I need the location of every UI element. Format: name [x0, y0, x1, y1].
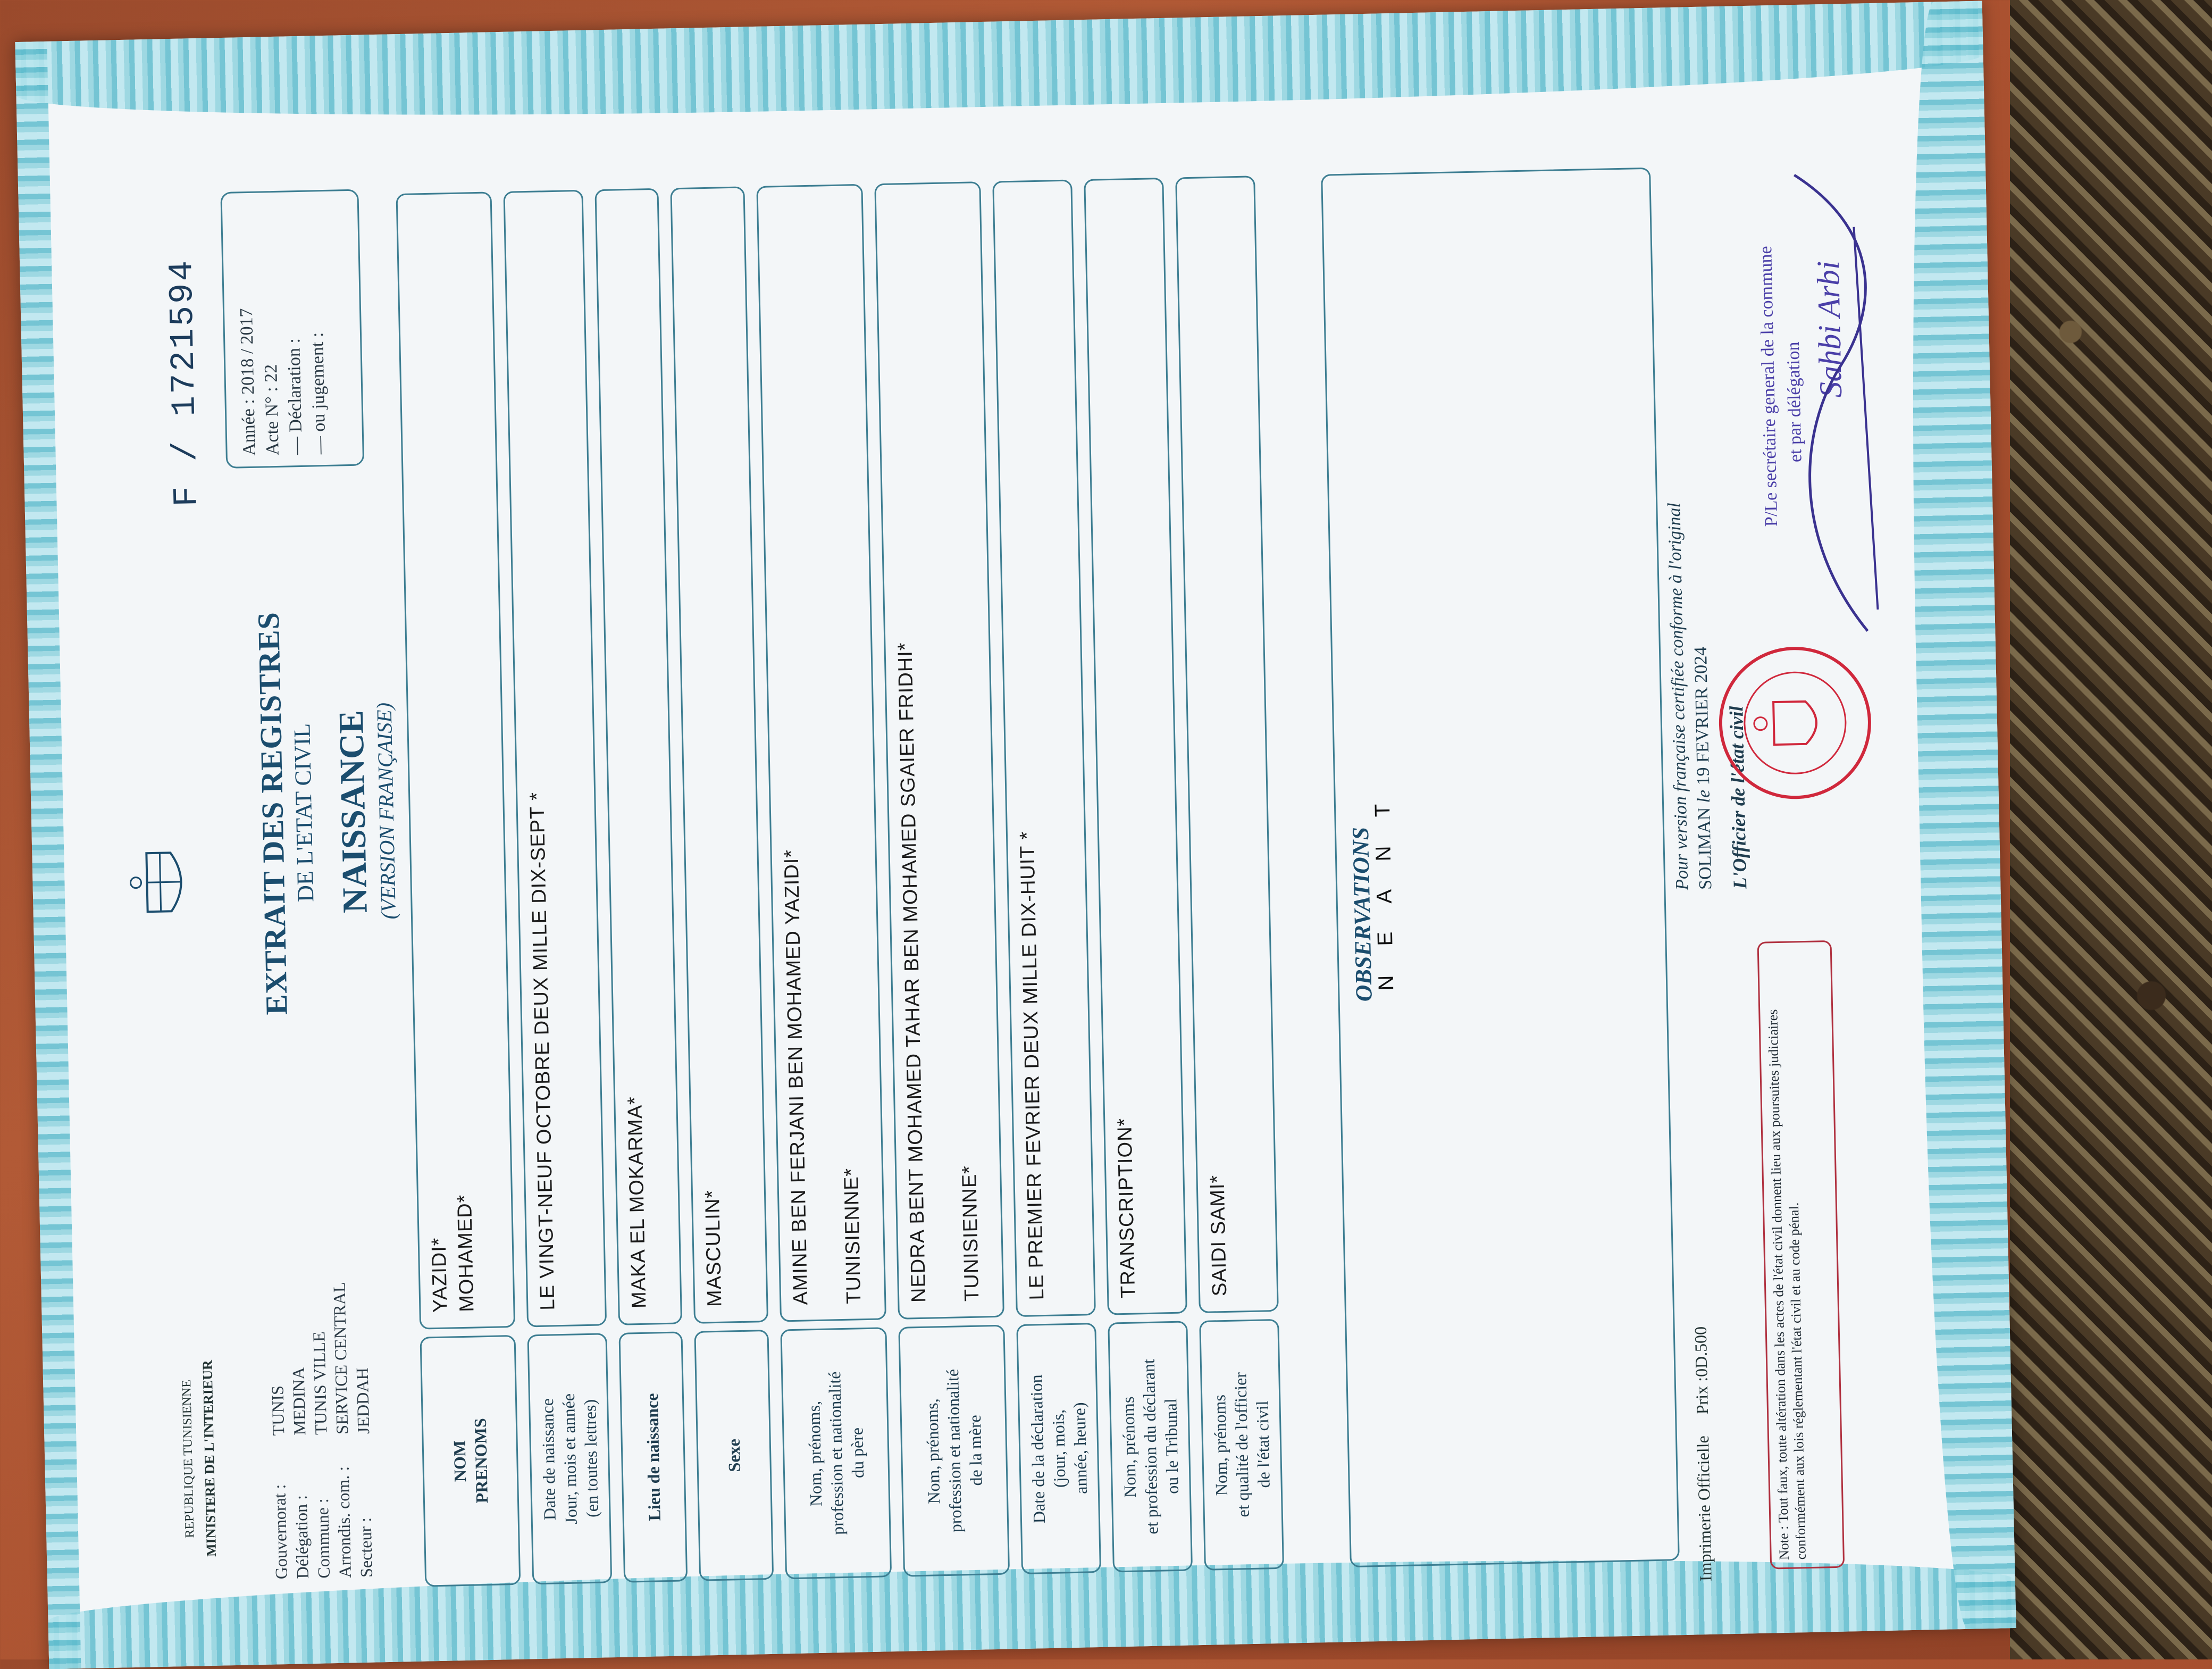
row-label-declarant: Nom, prénoms et profession du déclarant ou le Tribunal — [1108, 1321, 1193, 1572]
title-line2: DE L'ETAT CIVIL — [289, 723, 319, 903]
republic-label: REPUBLIQUE TUNISIENNE — [180, 1379, 197, 1538]
row-value-mother: NEDRA BENT MOHAMED TAHAR BEN MOHAMED SGAIER FRIDHI* TUNISIENNE* — [874, 181, 1004, 1320]
row-value-sex: MASCULIN* — [670, 186, 768, 1323]
printer-label: Imprimerie Officielle — [1692, 1435, 1715, 1582]
price-label: Prix :0D.500 — [1690, 1326, 1712, 1415]
table-row — [396, 191, 521, 1587]
row-value-officer: SAIDI SAMI* — [1175, 176, 1279, 1313]
certification-date: 19 FEVRIER 2024 — [1690, 646, 1714, 786]
certification-text: Pour version française certifiée conforme à l'original — [1664, 502, 1692, 891]
row-label-birth-place: Lieu de naissance — [618, 1331, 688, 1582]
document-title — [248, 491, 405, 1132]
admin-row: Secteur : JEDDAH — [352, 1367, 376, 1578]
row-value-birth-date: LE VINGT-NEUF OCTOBRE DEUX MILLE DIX-SEPT * — [503, 190, 607, 1328]
row-value-father: AMINE BEN FERJANI BEN MOHAMED YAZIDI* TUNISIENNE* — [756, 184, 886, 1322]
table-row — [1175, 176, 1284, 1571]
signatory-name: Sahbi Arbi — [1810, 260, 1849, 398]
row-label-declaration-date: Date de la déclaration (jour, mois, année, heure) — [1016, 1323, 1101, 1574]
official-stamp-icon — [1714, 641, 1876, 804]
signature-line2: et par délégation — [1783, 341, 1806, 463]
handwritten-signature-icon — [1773, 163, 1889, 644]
certification-block: Pour version française certifiée conforme à l'original SOLIMAN le 19 FEVRIER 2024 L'Officier de l'état civil — [1655, 144, 1752, 890]
admin-row: Délégation : MEDINA — [288, 1367, 312, 1579]
row-label-mother: Nom, prénoms, profession et nationalité de la mère — [898, 1325, 1010, 1577]
issuer-header — [175, 1347, 223, 1571]
table-row — [756, 184, 892, 1580]
row-label-father: Nom, prénoms, profession et nationalité du père — [780, 1327, 892, 1579]
row-value-name: YAZIDI* MOHAMED* — [396, 191, 515, 1329]
legal-note: Note : Tout faux, toute altération dans les actes de l'état civil donnent lieu aux poursuites judiciaires conformément aux lois réglementant l'état civil et au code pénal. — [1757, 940, 1845, 1570]
signature-line1: P/Le secrétaire general de la commune — [1756, 246, 1782, 527]
row-value-declarant: TRANSCRIPTION* — [1084, 178, 1187, 1315]
certificate-content — [82, 142, 1866, 1615]
birth-certificate-paper — [15, 1, 2016, 1669]
act-number-value: 22 — [261, 364, 281, 383]
row-label-officer: Nom, prénoms et qualité de l'officier de l'état civil — [1199, 1319, 1284, 1571]
title-naissance: NAISSANCE — [331, 710, 375, 914]
certification-place: SOLIMAN — [1694, 807, 1716, 890]
admin-row: Commune : TUNIS VILLE — [309, 1331, 333, 1579]
row-value-declaration-date: LE PREMIER FEVRIER DEUX MILLE DIX-HUIT * — [992, 180, 1096, 1317]
title-version: (VERSION FRANÇAISE) — [372, 702, 401, 920]
admin-row: Arrondis. com. : SERVICE CENTRAL — [329, 1282, 355, 1579]
footer — [1691, 1326, 1716, 1582]
table-row — [503, 190, 612, 1585]
title-line1: EXTRAIT DES REGISTRES — [250, 611, 294, 1015]
guilloche-border-left — [15, 41, 81, 1669]
guilloche-border-right — [1903, 1, 2016, 1630]
serial-number: F / 1721594 — [163, 258, 207, 507]
observations-box — [1321, 168, 1680, 1567]
guilloche-border-top — [15, 1, 1984, 127]
table-row — [874, 181, 1010, 1577]
admin-block — [264, 1281, 377, 1579]
ministry-label: MINISTERE DE L'INTERIEUR — [199, 1359, 220, 1557]
coat-of-arms-icon — [128, 841, 193, 922]
row-label-name: NOM PRENOMS — [420, 1335, 521, 1587]
row-value-birth-place: MAKA EL MOKARMA* — [594, 188, 682, 1325]
year-value: 2018 / 2017 — [236, 308, 258, 395]
observations-title: OBSERVATIONS — [1347, 827, 1377, 1002]
observations-value: N E A N T — [1370, 792, 1398, 991]
background-carpet — [2010, 0, 2212, 1659]
row-label-sex: Sexe — [694, 1330, 774, 1581]
table-row — [594, 188, 688, 1583]
admin-row: Gouvernorat : TUNIS — [267, 1385, 291, 1580]
row-label-birth-date: Date de naissance Jour, mois et année (en toutes lettres) — [527, 1333, 612, 1584]
table-row — [992, 180, 1101, 1575]
officer-title: L'Officier de l'état civil — [1725, 705, 1751, 889]
table-row — [670, 186, 774, 1581]
register-table — [396, 176, 1296, 1587]
act-number-box: Année : 2018 / 2017 Acte N° : 22 — Déclaration : — ou jugement : — [220, 189, 364, 469]
table-row — [1084, 178, 1193, 1573]
